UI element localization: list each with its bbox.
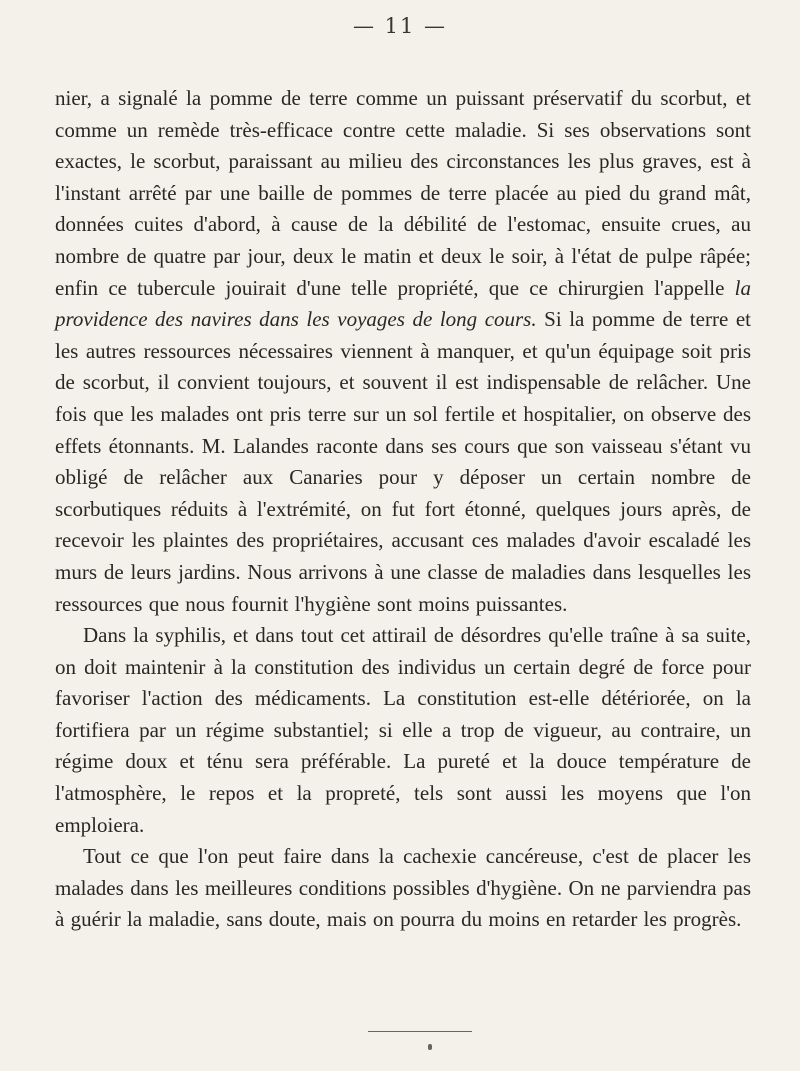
body-text: [55, 83, 751, 936]
italic-quote: la providence des navires dans les voyages de long cours.: [55, 275, 751, 332]
paragraph-syphilis: Dans la syphilis, et dans tout cet attirail de désordres qu'elle traîne à sa suite, on doit maintenir à la constitution des individus un certain degré de force pour favoriser l'action des médicaments. La constitution est-elle détériorée, on la fortifiera par un régime substantiel; si elle a trop de vigueur, au contraire, un régime doux et ténu sera préférable. La pureté et la douce température de l'atmosphère, le repos et la propreté, tels sont aussi les moyens que l'on emploiera.: [55, 623, 751, 837]
paragraph-cancer: Tout ce que l'on peut faire dans la cachexie cancéreuse, c'est de placer les malades dans les meilleures conditions possibles d'hygiène. On ne parviendra pas à guérir la maladie, sans doute, mais on pourra du moins en retarder les progrès.: [55, 844, 751, 932]
end-ornament: [428, 1044, 432, 1050]
paragraph-text-part: nier, a signalé la pomme de terre comme un puissant préservatif du scorbut, et comme un remède très-efficace contre cette maladie. Si ses observations sont exactes, le scorbut, paraissant au milieu des circonstances les plus graves, est à l'instant arrêté par une baille de pommes de terre placée au pied du grand mât, données cuites d'abord, à cause de la débilité de l'estomac, ensuite crues, au nombre de quatre par jour, deux le matin et deux le soir, à l'état de pulpe râpée; enfin ce tubercule jouirait d'une telle propriété, que ce chirurgien l'appelle: [55, 86, 751, 300]
paragraph-potato-scurvy: [55, 83, 751, 620]
end-rule: [368, 1031, 472, 1032]
paragraph-text-part: Si la pomme de terre et les autres ressources nécessaires viennent à manquer, et qu'un équipage soit pris de scorbut, il convient toujours, et souvent il est indispensable de relâcher. Une fois que les malades ont pris terre sur un sol fertile et hospitalier, on observe des effets étonnants. M. Lalandes raconte dans ses cours que son vaisseau s'étant vu obligé de relâcher aux Canaries pour y déposer un certain nombre de scorbutiques réduits à l'extrémité, on fut fort étonné, quelques jours après, de recevoir les plaintes des propriétaires, accusant ces malades d'avoir escaladé les murs de leurs jardins. Nous arrivons à une classe de maladies dans lesquelles les ressources que nous fournit l'hygiène sont moins puissantes.: [55, 307, 751, 616]
page-number: — 11 —: [352, 14, 448, 38]
